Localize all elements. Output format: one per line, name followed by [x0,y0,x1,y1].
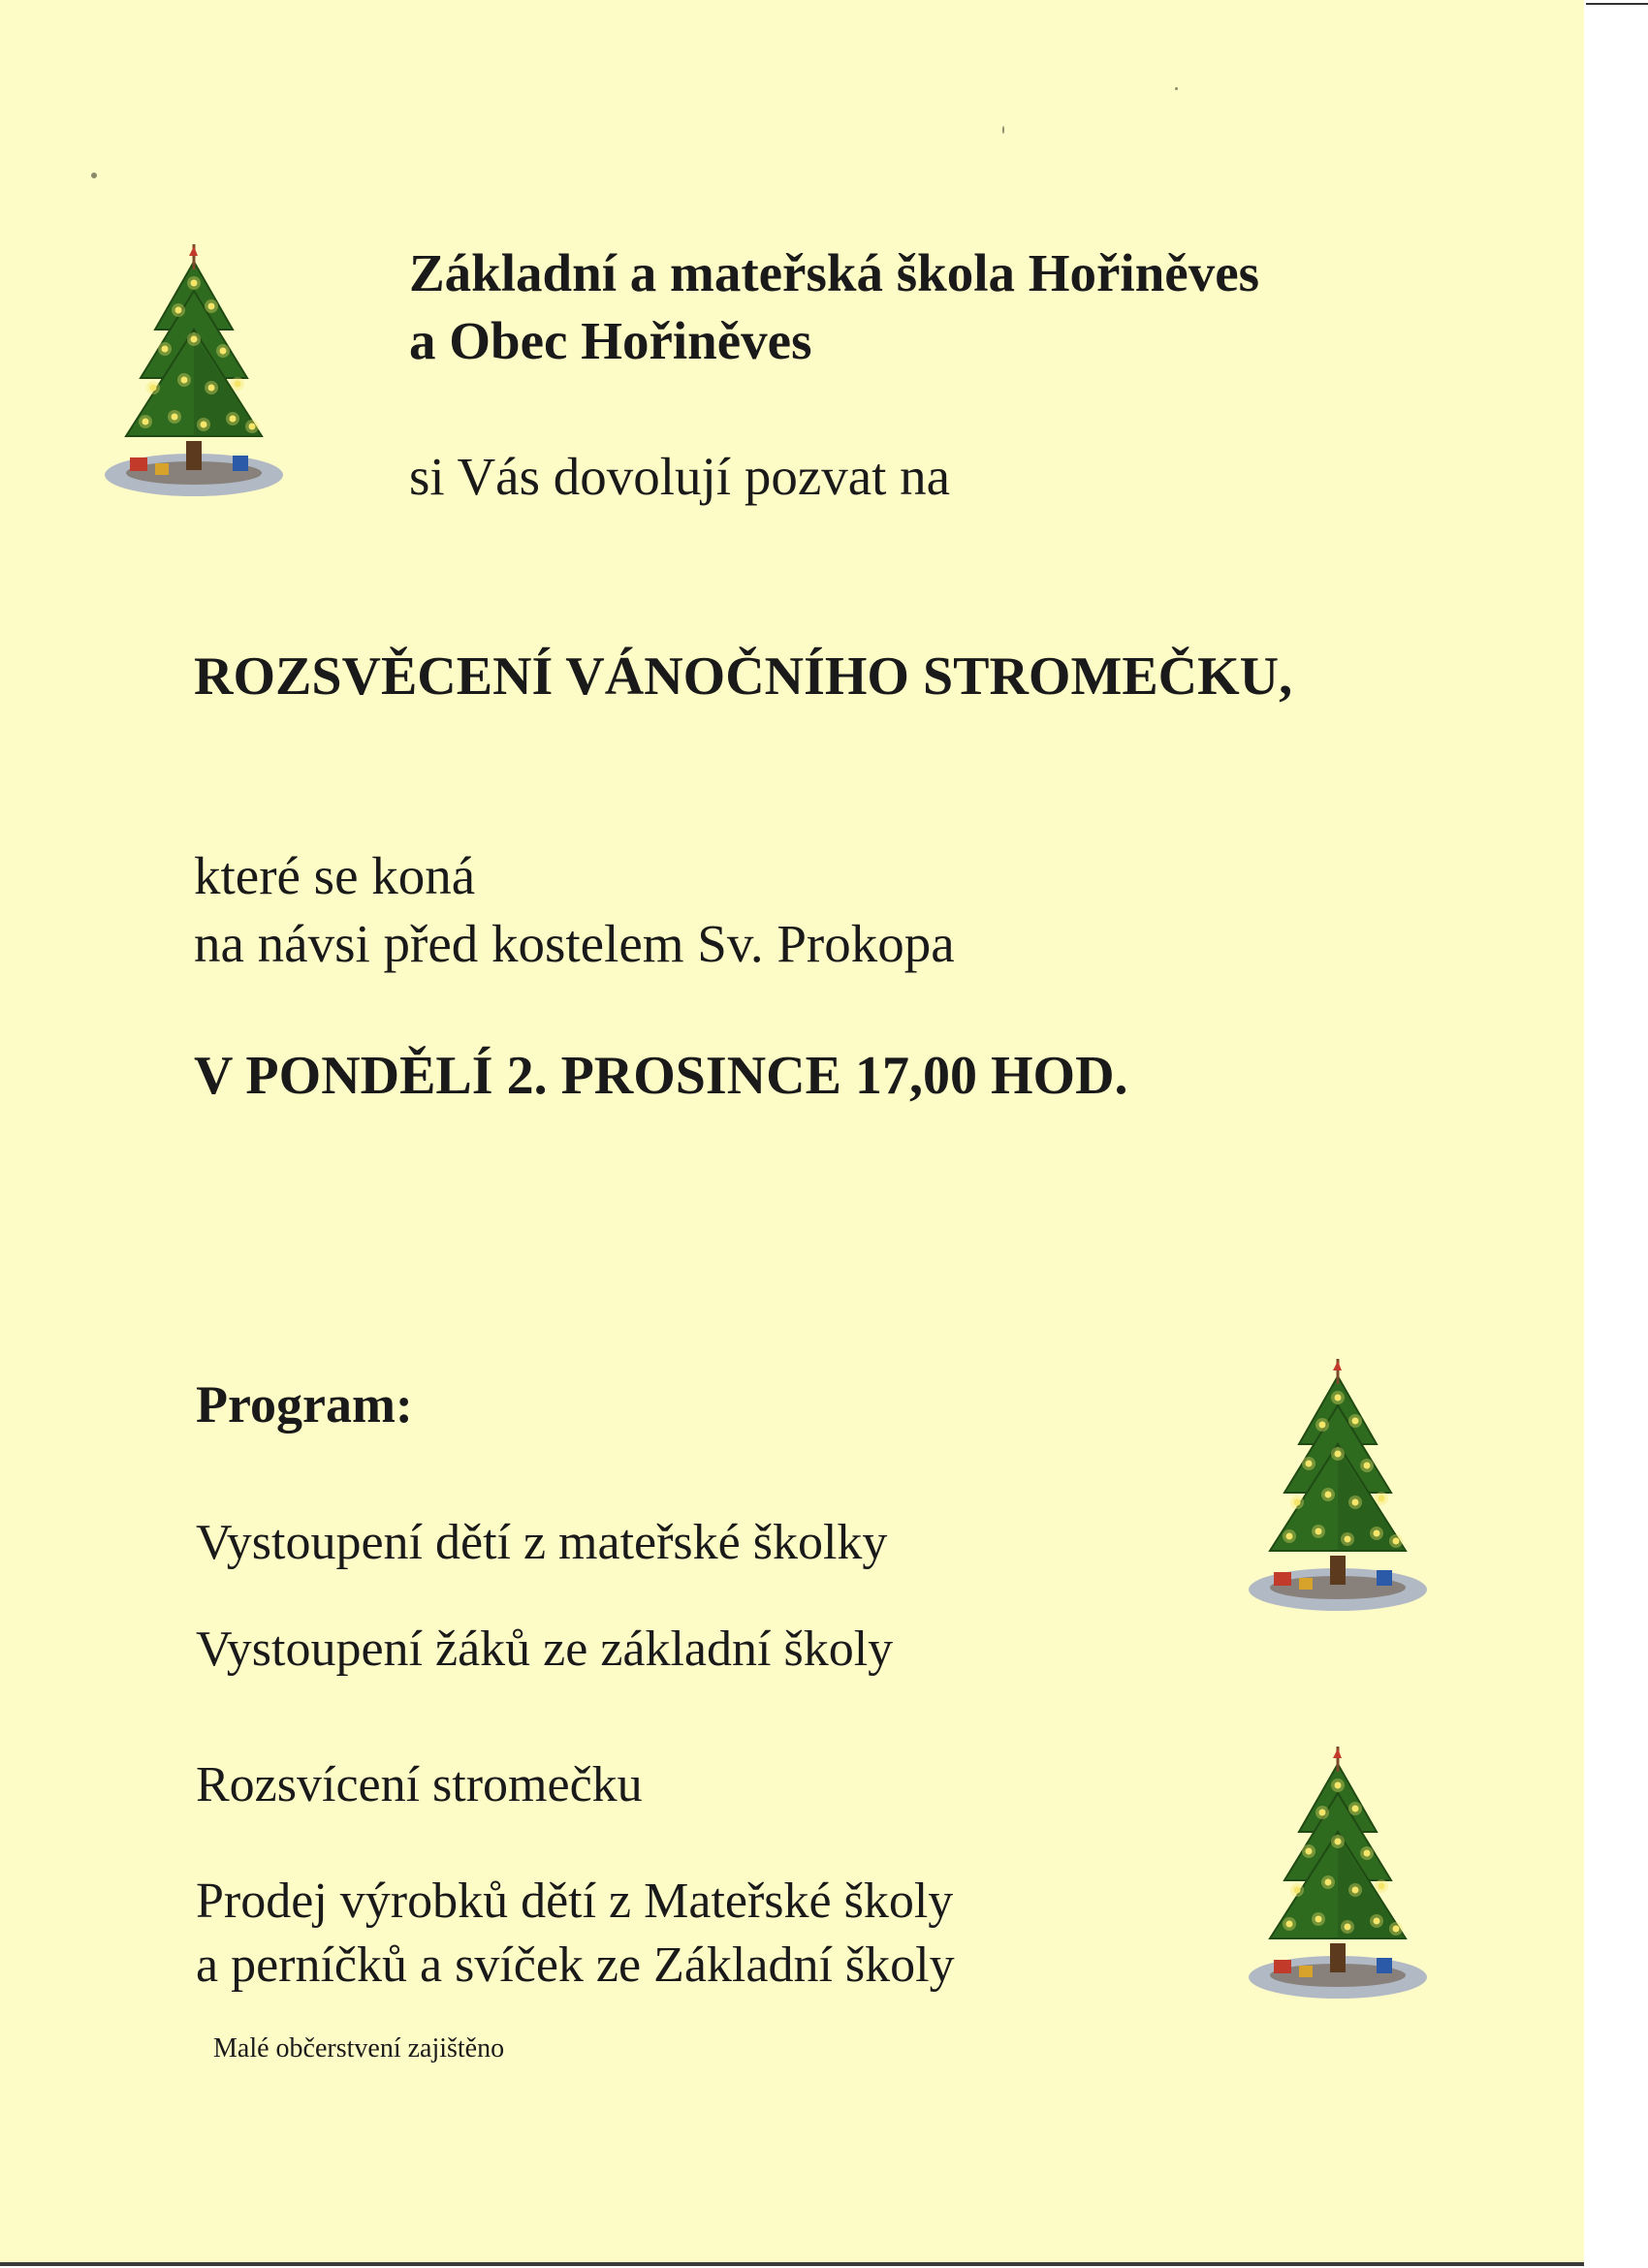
scan-bottom-edge [0,2262,1584,2266]
christmas-tree-icon [97,242,291,514]
organizer-line-1: Základní a mateřská škola Hořiněves [409,243,1260,302]
scan-speck [1175,87,1178,90]
program-item: Rozsvícení stromečku [196,1757,643,1812]
event-place-line-2: na návsi před kostelem Sv. Prokopa [194,914,955,973]
event-title: ROZSVĚCENÍ VÁNOČNÍHO STROMEČKU, [194,646,1293,707]
organizer-line-2: a Obec Hořiněves [409,311,812,370]
scan-edge-line [1586,3,1648,5]
christmas-tree-icon [1241,1745,1435,2016]
program-item: Vystoupení dětí z mateřské školky [196,1515,888,1570]
event-place-line-1: které se koná [194,846,476,905]
event-datetime: V PONDĚLÍ 2. PROSINCE 17,00 HOD. [194,1046,1128,1106]
invitation-text: si Vás dovolují pozvat na [409,447,951,506]
program-item: Vystoupení žáků ze základní školy [196,1622,894,1677]
program-sale-line-1: Prodej výrobků dětí z Mateřské školy [196,1874,954,1929]
christmas-tree-icon [1241,1357,1435,1628]
program-sale-line-2: a perníčků a svíček ze Základní školy [196,1937,955,1993]
scan-speck [91,173,97,178]
scan-speck [1002,126,1004,134]
scan-margin [1584,0,1648,2268]
program-heading: Program: [196,1375,413,1433]
refreshment-note: Malé občerstvení zajištěno [213,2033,505,2063]
